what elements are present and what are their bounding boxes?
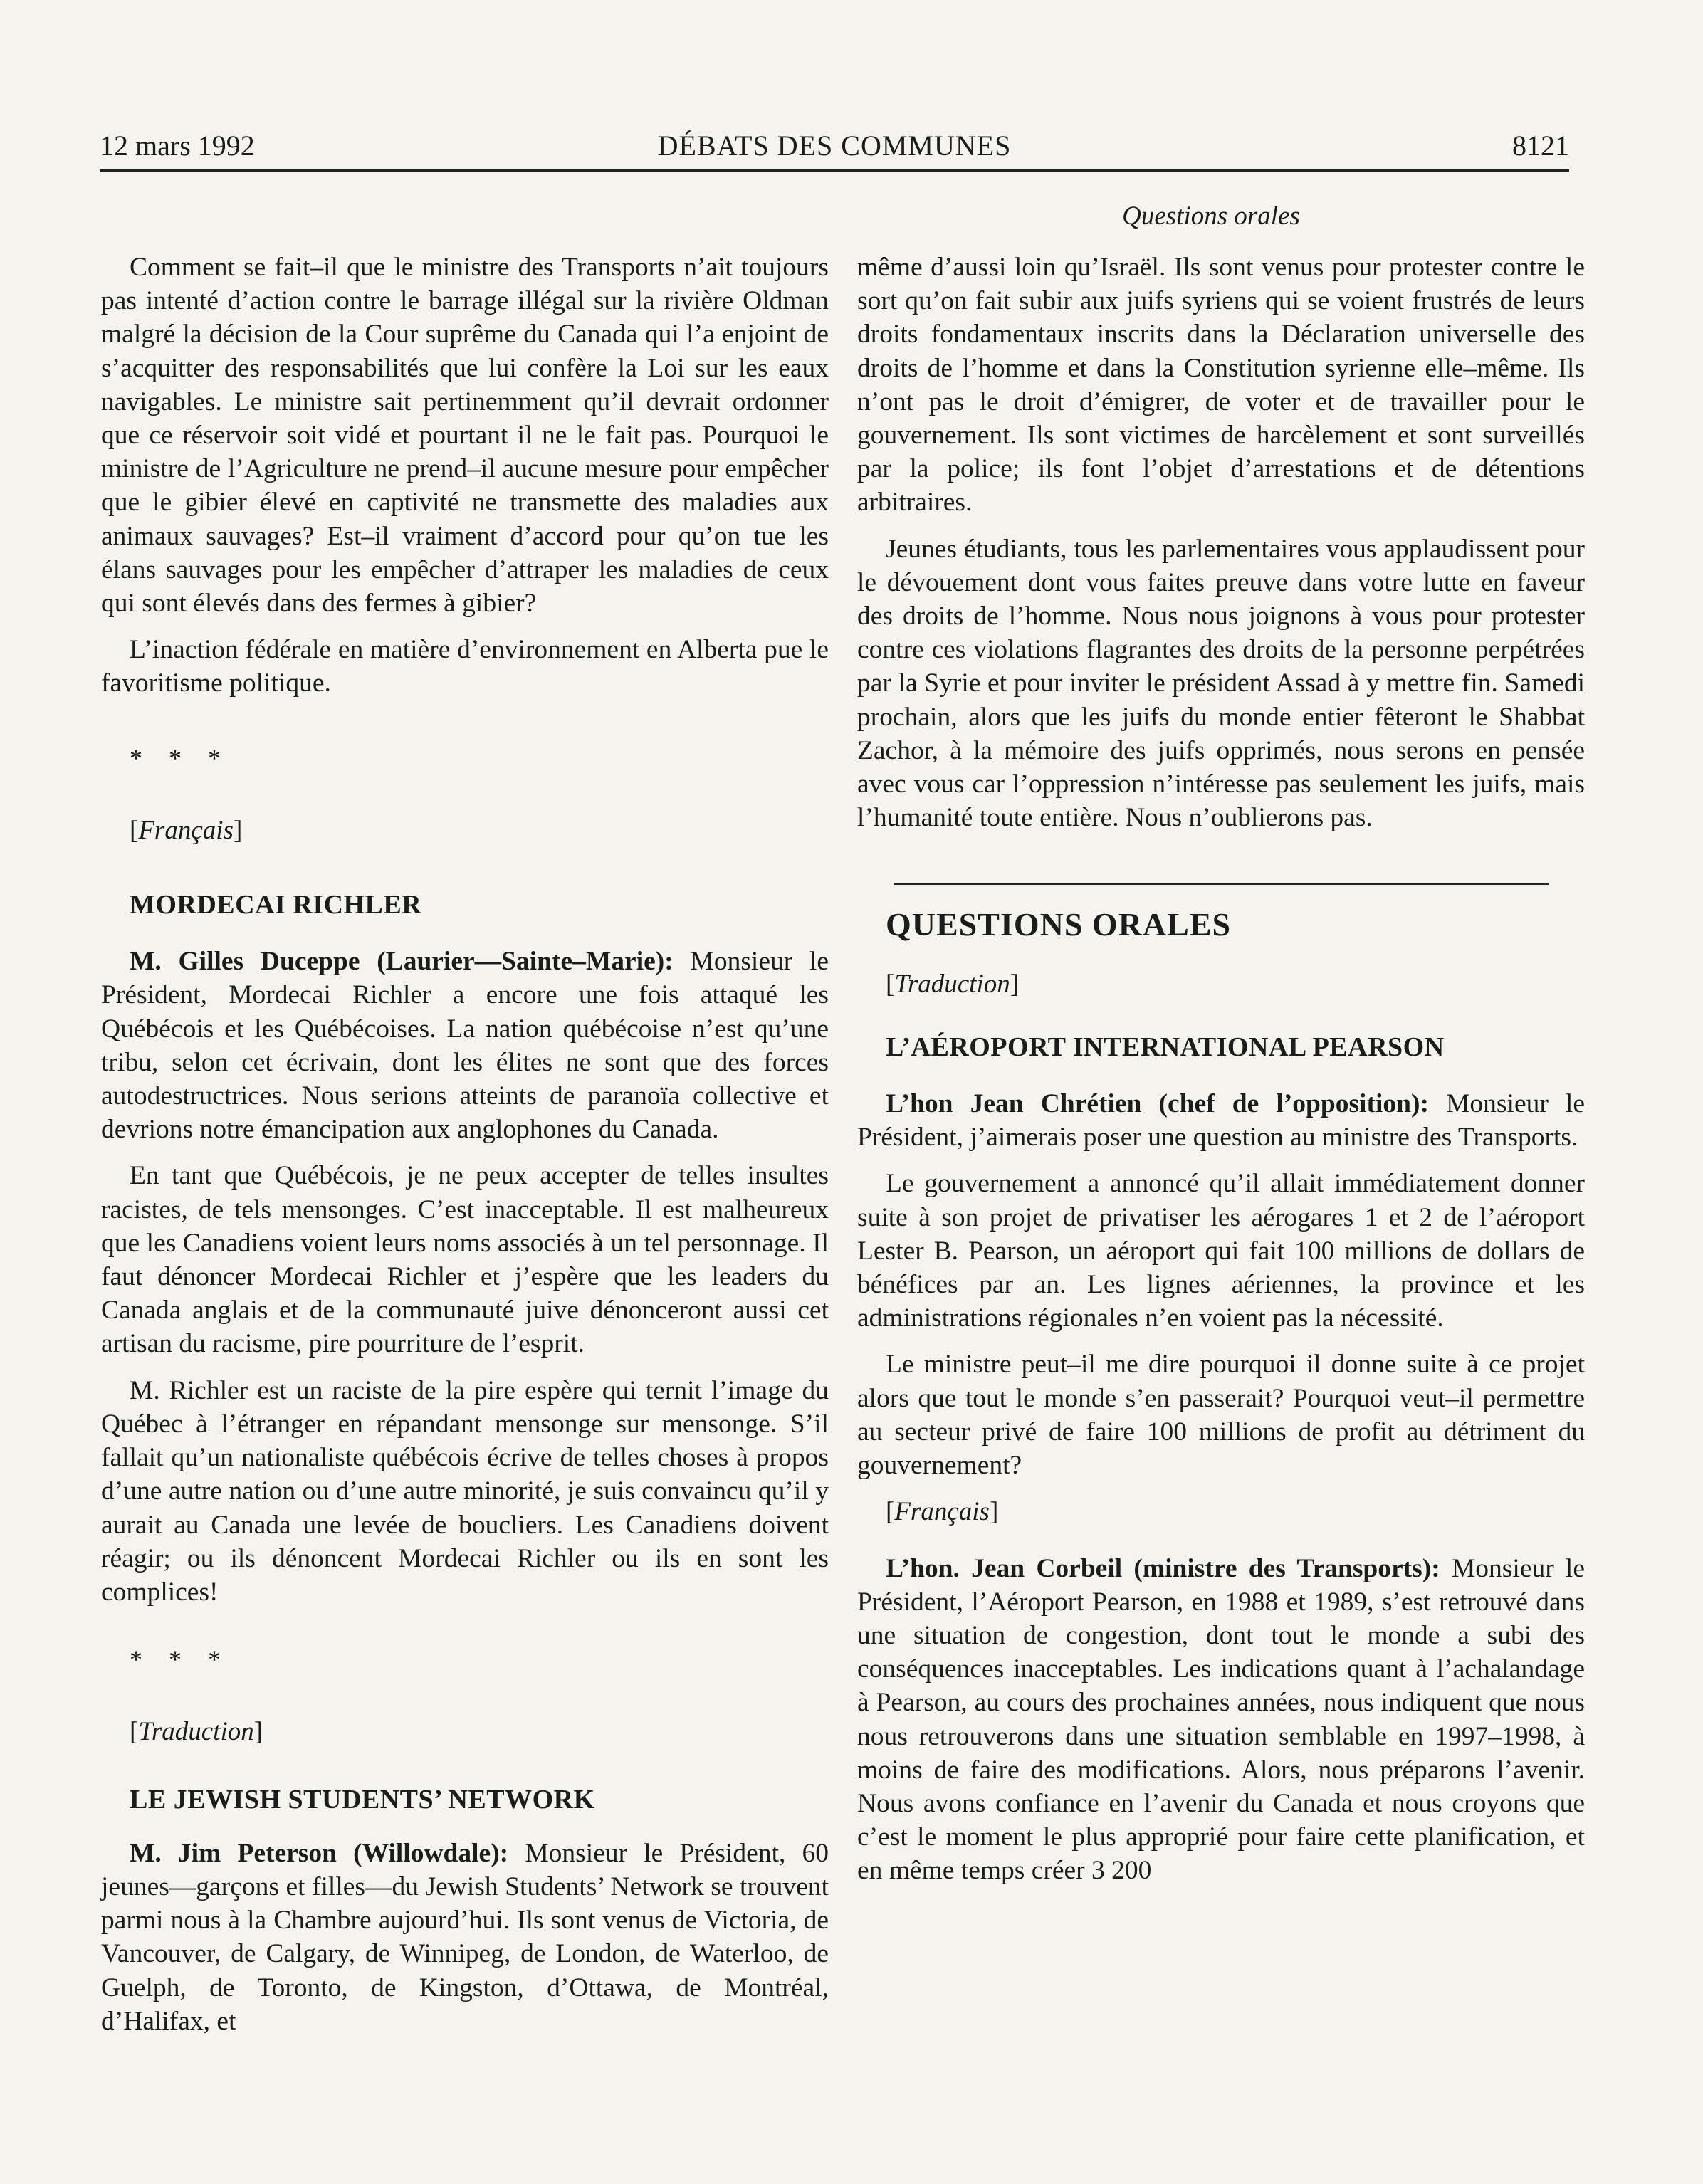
speech-text: Monsieur le Président, j’aimerais poser une question au ministre des Transports. [857,1089,1586,1153]
language-note: [Traduction] [130,1717,263,1747]
language-note: [Français] [886,1497,999,1527]
section-separator: * * * [130,1645,231,1674]
paragraph: M. Richler est un raciste de la pire espère qui ternit l’image du Québec à l’étranger en répandant mensonge sur mensonge. S’il fallait qu’un nationaliste québécois écrive de telles choses à propos d’une autre nation ou d’une autre minorité, je suis convaincu qu’il y aurait au Canada une levée de boucliers. Les Canadiens doivent réagir; ou ils dénoncent Mordecai Richler ou ils en sont les complices! [101,1375,829,1607]
section-heading: LE JEWISH STUDENTS’ NETWORK [130,1784,595,1815]
speaker-name: M. Jim Peterson (Willowdale): [130,1838,509,1868]
language-note: [Traduction] [886,969,1020,999]
section-heading: L’AÉROPORT INTERNATIONAL PEARSON [886,1031,1445,1062]
paragraph: Jeunes étudiants, tous les parlementaires vous applaudissent pour le dévouement dont vous faites preuve dans votre lutte en faveur des droits de l’homme. Nous nous joignons à vous pour protester contre ces violations flagrantes des droits de la personne perpétrées par la Syrie et pour inviter le président Assad à y mettre fin. Samedi prochain, alors que les juifs du monde entier fêteront le Shabbat Zachor, à la mémoire des juifs opprimés, nous serons en pensée avec vous car l’oppression n’intéresse pas seulement les juifs, mais l’humanité toute entière. Nous n’oublierons pas. [857,534,1585,833]
paragraph: même d’aussi loin qu’Israël. Ils sont venus pour protester contre le sort qu’on fait subir aux juifs syriens qui se voient frustrés de leurs droits fondamentaux inscrits dans la Déclaration universelle des droits de l’homme et dans la Constitution syrienne elle–même. Ils n’ont pas le droit d’émigrer, de voter et de travailler pour le gouvernement. Ils sont victimes de harcèlement et sont surveillés par la police; ils font l’objet d’arrestations et de détentions arbitraires. [857,253,1585,518]
section-heading: MORDECAI RICHLER [130,890,422,920]
language-note: [Français] [130,815,243,845]
header-title: DÉBATS DES COMMUNES [657,130,1012,162]
paragraph: Le gouvernement a annoncé qu’il allait immédiatement donner suite à son projet de privatiser les aérogares 1 et 2 de l’aéroport Lester B. Pearson, un aéroport qui fait 100 millions de dollars de bénéfices par an. Les lignes aériennes, la province et les administrations régionales n’en voient pas la nécessité. [857,1169,1585,1333]
section-label: Questions orales [1122,201,1300,231]
paragraph: En tant que Québécois, je ne peux accepter de telles insultes racistes, de tels mensonges. C’est inacceptable. Il est malheureux que les Canadiens voient leurs noms associés à un tel personnage. Il faut dénoncer Mordecai Richler et j’espère que les leaders du Canada anglais et de la communauté juive dénonceront aussi cet artisan du racisme, pire pourriture de l’esprit. [101,1161,829,1359]
paragraph [101,945,829,1146]
language-note-text: Français [894,1497,990,1527]
speaker-name: M. Gilles Duceppe (Laurier—Sainte–Marie): [130,947,674,977]
paragraph: L’inaction fédérale en matière d’environnement en Alberta pue le favoritisme politique. [101,635,829,698]
speech-text: Monsieur le Président, Mordecai Richler a encore une fois attaqué les Québécois et les Québécoises. La nation québécoise n’est qu’une tribu, selon cet écrivain, dont les élites ne sont que des forces autodestructrices. Nous serions atteints de paranoïa collective et devrions notre émancipation aux anglophones du Canada. [101,947,829,1145]
page-header [100,125,1569,172]
speech-text: Monsieur le Président, 60 jeunes—garçons et filles—du Jewish Students’ Network se trouvent parmi nous à la Chambre aujourd’hui. Ils sont venus de Victoria, de Vancouver, de Calgary, de Winnipeg, de London, de Waterloo, de Guelph, de Toronto, de Kingston, d’Ottawa, de Montréal, d’Halifax, et [101,1838,829,2036]
paragraph: Comment se fait–il que le ministre des Transports n’ait toujours pas intenté d’action contre le barrage illégal sur la rivière Oldman malgré la décision de la Cour suprême du Canada qui l’a enjoint de s’acquitter des responsabilités que lui confère la Loi sur les eaux navigables. Le ministre sait pertinemment qu’il devrait ordonner que ce réservoir soit vidé et pourtant il ne le fait pas. Pourquoi le ministre de l’Agriculture ne prend–il aucune mesure pour empêcher que le gibier élevé en captivité ne transmette des maladies aux animaux sauvages? Est–il vraiment d’accord pour qu’on tue les élans sauvages pour les empêcher d’attraper les maladies de ceux qui sont élevés dans des fermes à gibier? [101,253,829,619]
paragraph: Le ministre peut–il me dire pourquoi il donne suite à ce projet alors que tout le monde s’en passerait? Pourquoi veut–il permettre au secteur privé de faire 100 millions de profit au détriment du gouvernement? [857,1350,1585,1481]
header-date: 12 mars 1992 [100,130,255,162]
speaker-name: L’hon Jean Chrétien (chef de l’opposition): [886,1089,1429,1119]
speech-text: Monsieur le Président, l’Aéroport Pearson, en 1988 et 1989, s’est retrouvé dans une situation de congestion, dont tout le monde a subi des conséquences inacceptables. Les indications quant à l’achalandage à Pearson, au cours des prochaines années, nous indiquent que nous nous retrouverons dans une situation semblable en 1997–1998, à moins de faire des modifications. Alors, nous préparons l’avenir. Nous avons confiance en l’avenir du Canada et nous croyons que c’est le moment le plus approprié pour faire cette planification, et en même temps créer 3 200 [857,1553,1585,1886]
language-note-text: Français [138,815,234,845]
right-column [857,251,1585,1901]
left-column [101,251,829,2051]
header-page-number: 8121 [1512,130,1569,162]
major-heading: QUESTIONS ORALES [886,906,1232,943]
section-separator: * * * [130,743,231,772]
paragraph [101,1837,829,2038]
language-note-text: Traduction [138,1717,254,1747]
paragraph [857,1087,1585,1154]
paragraph [857,1552,1585,1888]
speaker-name: L’hon. Jean Corbeil (ministre des Transports): [886,1553,1440,1583]
language-note-text: Traduction [894,969,1010,999]
